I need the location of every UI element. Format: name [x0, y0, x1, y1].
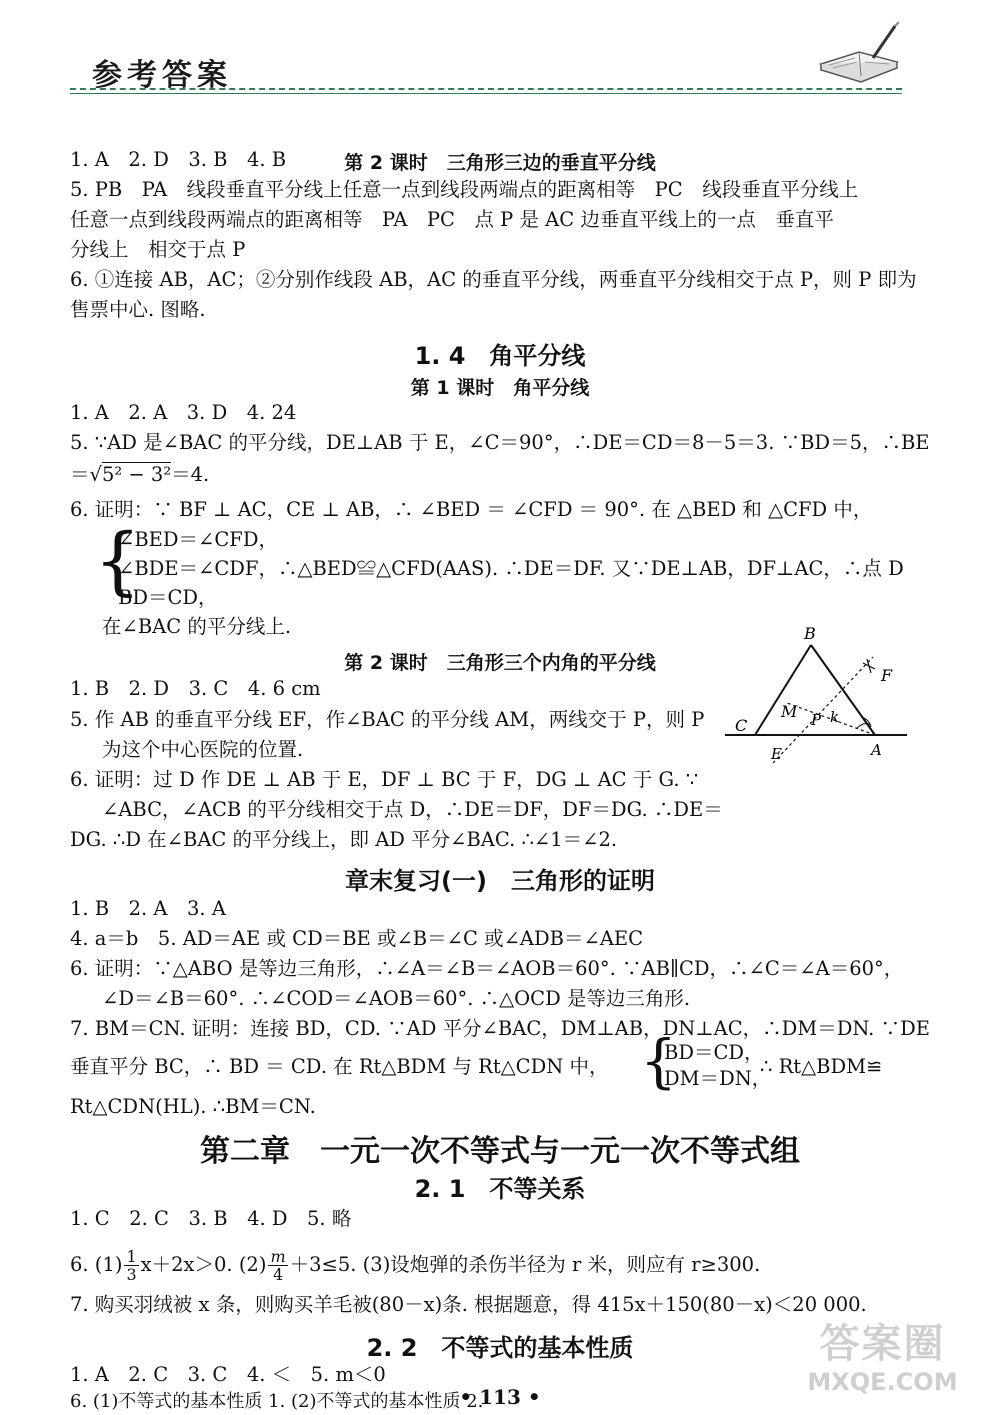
fraction-denominator: 4 [272, 1265, 284, 1284]
label-P: P [811, 711, 822, 729]
answer-line: 7. BM＝CN. 证明：连接 BD，CD. ∵AD 平分∠BAC，DM⊥AB，DN⊥AC，∴DM＝DN. ∵DE [70, 1017, 930, 1040]
answer-line: 6. 证明：∵ BF ⊥ AC，CE ⊥ AB，∴ ∠BED ＝ ∠CFD ＝ 90°. 在 △BED 和 △CFD 中， [70, 498, 873, 521]
answer-line: 1. B 2. A 3. A [70, 897, 226, 920]
watermark-logo [775, 1320, 990, 1408]
answer-line: ∠D＝∠B＝60°. ∴∠COD＝∠AOB＝60°. ∴△OCD 是等边三角形. [102, 987, 691, 1010]
label-E: E [771, 745, 782, 763]
answer-line: ∴ Rt△BDM≌ [760, 1055, 883, 1078]
answer-line: 分线上 相交于点 P [70, 238, 246, 261]
answer-line: 4. a＝b 5. AD＝AE 或 CD＝BE 或∠B＝∠C 或∠ADB＝∠AEC [70, 927, 644, 950]
answer-line: Rt△CDN(HL). ∴BM＝CN. [70, 1095, 316, 1118]
answer-line [70, 462, 209, 488]
answer-line: 任意一点到线段两端点的距离相等 PA PC 点 P 是 AC 边垂直平线上的一点 垂直平 [70, 208, 834, 231]
answer-line: 6. ①连接 AB，AC；②分别作线段 AB，AC 的垂直平分线，两垂直平分线相交于点 P，则 P 即为 [70, 268, 917, 291]
answer-line: BD＝CD， [664, 1041, 764, 1064]
equation-part: ＝ [70, 463, 90, 486]
fraction-numerator: 1 [126, 1247, 137, 1266]
label-C: C [735, 716, 748, 735]
watermark-bottom: MXQE.COM [807, 1368, 958, 1396]
header-title: 参考答案 [92, 58, 232, 93]
section-heading: 章末复习(一) 三角形的证明 [345, 867, 655, 895]
answer-line: 5. 作 AB 的垂直平分线 EF，作∠BAC 的平分线 AM，两线交于 P，则 P [70, 708, 705, 731]
answer-line: 6. 证明：∵△ABO 是等边三角形，∴∠A＝∠B＝∠AOB＝60°. ∵AB∥CD，∴∠C＝∠A＝60°， [70, 957, 904, 980]
equation-part: x＋2x＞0. (2) [140, 1253, 267, 1276]
answer-line: 1. B 2. D 3. C 4. 6 cm [70, 677, 321, 700]
equation-part: 6. (1) [70, 1253, 123, 1276]
chapter-heading: 第二章 一元一次不等式与一元一次不等式组 [200, 1134, 800, 1169]
answer-line: DG. ∴D 在∠BAC 的平分线上，即 AD 平分∠BAC. ∴∠1＝∠2. [70, 828, 618, 851]
watermark-top: 答案圈 [819, 1321, 946, 1367]
label-M: M [781, 702, 798, 721]
page-number: • 113 • [459, 1385, 541, 1409]
answer-line: 1. A 2. C 3. C 4. ＜ 5. m＜0 [70, 1363, 386, 1386]
answer-line: 1. C 2. C 3. B 4. D 5. 略 [70, 1207, 352, 1230]
left-brace-icon: { [640, 1027, 677, 1095]
label-B: B [804, 625, 816, 643]
section-heading: 第 2 课时 三角形三个内角的平分线 [344, 652, 656, 674]
label-F: F [881, 666, 893, 685]
sqrt-radicand: 5² − 3² [101, 463, 172, 486]
equation-part: ＋3≤5. (3)设炮弹的杀伤半径为 r 米，则应有 r≥300. [289, 1253, 761, 1276]
answer-line: 5. ∵AD 是∠BAC 的平分线，DE⊥AB 于 E，∠C＝90°，∴DE＝CD＝8－5＝3. ∵BD＝5，∴BE [70, 431, 930, 454]
label-A: A [871, 741, 882, 759]
answer-line: 售票中心. 图略. [70, 298, 206, 321]
answer-line: 5. PB PA 线段垂直平分线上任意一点到线段两端点的距离相等 PC 线段垂直平分线上 [70, 178, 859, 201]
answer-line: 1. A 2. D 3. B 4. B [70, 148, 287, 171]
answer-line: DM＝DN， [664, 1067, 772, 1090]
answer-line: 6. 证明：过 D 作 DE ⊥ AB 于 E，DF ⊥ BC 于 F，DG ⊥ AC 于 G. ∵ [70, 768, 699, 791]
answer-line: 在∠BAC 的平分线上. [102, 615, 292, 638]
answer-line [70, 1248, 760, 1283]
left-brace-icon: { [94, 518, 142, 604]
answer-line: 为这个中心医院的位置. [102, 738, 304, 761]
equation-part: ＝4. [171, 463, 210, 486]
book-pen-icon [815, 18, 905, 88]
answer-line: BD＝CD， [118, 586, 218, 609]
answer-line: 6. (1)不等式的基本性质 1. (2)不等式的基本性质 2. [70, 1391, 484, 1412]
section-heading: 1. 4 角平分线 [414, 342, 586, 370]
answer-line: 垂直平分 BC，∴ BD ＝ CD. 在 Rt△BDM 与 Rt△CDN 中， [70, 1055, 609, 1078]
label-K: k [830, 708, 840, 726]
answer-line: ∠BED＝∠CFD， [118, 528, 278, 551]
sqrt-icon: √ [89, 463, 102, 486]
fraction-denominator: 3 [126, 1265, 137, 1284]
answer-line: 7. 购买羽绒被 x 条，则购买羊毛被(80－x)条. 根据题意，得 415x＋150(80－x)＜20 000. [70, 1293, 867, 1316]
fraction-numerator: m [270, 1247, 286, 1266]
section-heading: 2. 2 不等式的基本性质 [366, 1334, 634, 1362]
answer-line: ∠ABC，∠ACB 的平分线相交于点 D，∴DE＝DF，DF＝DG. ∴DE＝ [102, 798, 723, 821]
section-heading: 2. 1 不等关系 [414, 1175, 586, 1203]
header-divider-thin [70, 93, 902, 94]
answer-line: ∠BDE＝∠CDF，∴△BED≌△CFD(AAS). ∴DE＝DF. 又∵DE⊥AB，DF⊥AC，∴点 D [118, 557, 904, 580]
header-divider [70, 88, 902, 90]
triangle-figure [725, 625, 915, 770]
section-heading: 第 2 课时 三角形三边的垂直平分线 [344, 152, 656, 174]
answer-line: 1. A 2. A 3. D 4. 24 [70, 401, 297, 424]
section-heading: 第 1 课时 角平分线 [410, 377, 590, 399]
